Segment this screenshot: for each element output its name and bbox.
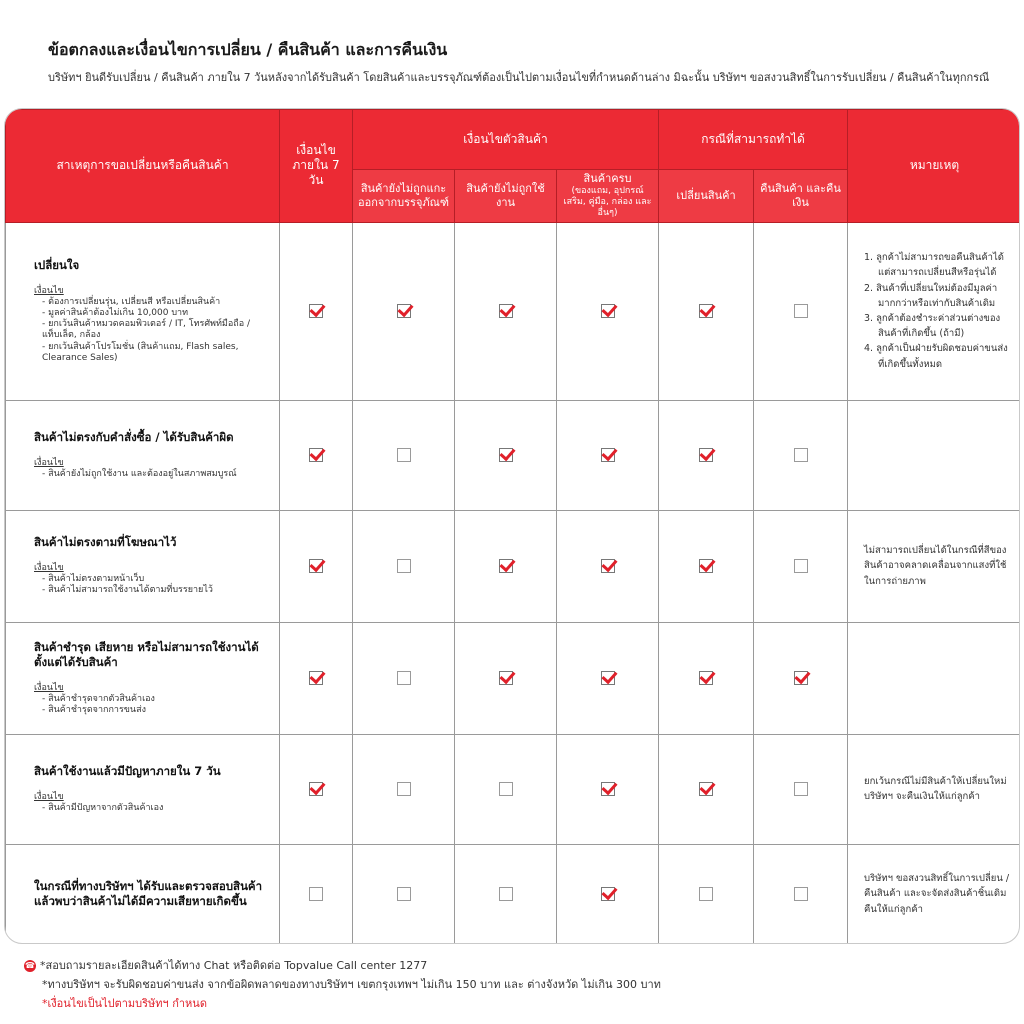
footer-contact-text: *สอบถามรายละเอียดสินค้าได้ทาง Chat หรือติดต่อ Topvalue Call center 1277: [40, 959, 428, 972]
check-cell-refund: [754, 510, 848, 622]
checkbox-checked-icon: [601, 448, 615, 462]
check-cell-unused: [455, 622, 557, 734]
check-cell-unused: [455, 400, 557, 510]
header-product-conditions: เงื่อนไขตัวสินค้า: [353, 110, 659, 170]
checkbox-checked-icon: [309, 782, 323, 796]
header-case-refund: คืนสินค้า และคืนเงิน: [754, 170, 848, 223]
checkbox-checked-icon: [309, 448, 323, 462]
header-cond-complete: [557, 170, 659, 223]
condition-label: เงื่อนไข: [34, 563, 64, 574]
reason-cell: [6, 400, 280, 510]
condition-item: - สินค้ามีปัญหาจากตัวสินค้าเอง: [42, 802, 164, 813]
note-cell: [848, 734, 1020, 844]
table-row: [6, 510, 1021, 622]
checkbox-empty-icon: [794, 448, 808, 462]
check-cell-within-7-days: [280, 734, 353, 844]
reason-cell: [6, 510, 280, 622]
check-cell-exchange: [659, 510, 754, 622]
page-subtitle: บริษัทฯ ยินดีรับเปลี่ยน / คืนสินค้า ภายใน 7 วันหลังจากได้รับสินค้า โดยสินค้าและบรรจุภัณฑ์ต้องเป็นไปตามเงื่อนไขที่กำหนดด้านล่าง มิฉะนั้น บริษัทฯ ขอสงวนสิทธิ์ในการรับเปลี่ยน / คืนสินค้าในทุกกรณี: [48, 71, 990, 84]
check-cell-within-7-days: [280, 622, 353, 734]
condition-label: เงื่อนไข: [34, 285, 64, 296]
checkbox-empty-icon: [794, 782, 808, 796]
note-cell: [848, 400, 1020, 510]
check-cell-unopened: [353, 400, 455, 510]
checkbox-empty-icon: [699, 887, 713, 901]
check-cell-complete: [557, 622, 659, 734]
check-cell-within-7-days: [280, 844, 353, 944]
policy-table-body: [6, 222, 1021, 944]
note-item: ยกเว้นกรณีไม่มีสินค้าให้เปลี่ยนใหม่ บริษัทฯ จะคืนเงินให้แก่ลูกค้า: [864, 775, 1007, 802]
check-cell-refund: [754, 844, 848, 944]
condition-item: - สินค้ายังไม่ถูกใช้งาน และต้องอยู่ในสภาพสมบูรณ์: [42, 468, 237, 479]
check-cell-complete: [557, 510, 659, 622]
checkbox-checked-icon: [601, 671, 615, 685]
policy-table-container: [4, 108, 1020, 944]
reason-cell: [6, 844, 280, 944]
checkbox-empty-icon: [499, 782, 513, 796]
checkbox-empty-icon: [309, 887, 323, 901]
reason-title: สินค้าชำรุด เสียหาย หรือไม่สามารถใช้งานได้ตั้งแต่ได้รับสินค้า: [34, 639, 259, 669]
condition-item: - ยกเว้นสินค้าโปรโมชั่น (สินค้าแถม, Flash sales, Clearance Sales): [42, 341, 239, 363]
header-notes: หมายเหตุ: [848, 110, 1020, 223]
table-row: [6, 222, 1021, 400]
table-row: [6, 844, 1021, 944]
checkbox-empty-icon: [794, 887, 808, 901]
condition-item: - สินค้าชำรุดจากตัวสินค้าเอง: [42, 693, 155, 704]
reason-cell: [6, 622, 280, 734]
header-reason: สาเหตุการขอเปลี่ยนหรือคืนสินค้า: [6, 110, 280, 223]
header-cond-unopened: สินค้ายังไม่ถูกแกะออกจากบรรจุภัณฑ์: [353, 170, 455, 223]
checkbox-checked-icon: [601, 782, 615, 796]
checkbox-checked-icon: [699, 448, 713, 462]
check-cell-unopened: [353, 622, 455, 734]
condition-item: - ต้องการเปลี่ยนรุ่น, เปลี่ยนสี หรือเปลี่ยนสินค้า: [42, 296, 221, 307]
condition-label: เงื่อนไข: [34, 682, 64, 693]
condition-item: - ยกเว้นสินค้าหมวดคอมพิวเตอร์ / IT, โทรศัพท์มือถือ / แท็บเล็ต, กล้อง: [42, 319, 250, 341]
checkbox-checked-icon: [699, 671, 713, 685]
reason-title: สินค้าไม่ตรงตามที่โฆษณาไว้: [34, 535, 177, 550]
note-item: บริษัทฯ ขอสงวนสิทธิ์ในการเปลี่ยน / คืนสินค้า และจะจัดส่งสินค้าชิ้นเดิมคืนให้แก่ลูกค้า: [864, 873, 1010, 915]
header-cond-unused: สินค้ายังไม่ถูกใช้งาน: [455, 170, 557, 223]
footer-shipping-note: *ทางบริษัทฯ จะรับผิดชอบค่าขนส่ง จากข้อผิดพลาดของทางบริษัทฯ เขตกรุงเทพฯ ไม่เกิน 150 บาท และ ต่างจังหวัด ไม่เกิน 300 บาท: [42, 978, 661, 991]
note-cell: [848, 844, 1020, 944]
note-item: 4. ลูกค้าเป็นฝ่ายรับผิดชอบค่าขนส่งที่เกิดขึ้นทั้งหมด: [864, 343, 1008, 370]
checkbox-checked-icon: [601, 887, 615, 901]
checkbox-checked-icon: [499, 671, 513, 685]
check-cell-unused: [455, 510, 557, 622]
check-cell-complete: [557, 734, 659, 844]
checkbox-empty-icon: [397, 559, 411, 573]
checkbox-checked-icon: [499, 448, 513, 462]
check-cell-exchange: [659, 844, 754, 944]
header-cond-complete-label: สินค้าครบ: [583, 172, 632, 185]
condition-label: เงื่อนไข: [34, 791, 64, 802]
footer-contact: [24, 956, 427, 974]
check-cell-unopened: [353, 510, 455, 622]
reason-title: เปลี่ยนใจ: [34, 257, 80, 272]
checkbox-checked-icon: [699, 559, 713, 573]
note-cell: [848, 222, 1020, 400]
reason-title: สินค้าใช้งานแล้วมีปัญหาภายใน 7 วัน: [34, 763, 221, 778]
checkbox-checked-icon: [794, 671, 808, 685]
check-cell-unused: [455, 844, 557, 944]
checkbox-empty-icon: [794, 304, 808, 318]
note-item: 1. ลูกค้าไม่สามารถขอคืนสินค้าได้ แต่สามารถเปลี่ยนสีหรือรุ่นได้: [864, 252, 1004, 279]
policy-table: [5, 109, 1020, 944]
checkbox-checked-icon: [601, 559, 615, 573]
checkbox-checked-icon: [397, 304, 411, 318]
check-cell-within-7-days: [280, 400, 353, 510]
check-cell-refund: [754, 222, 848, 400]
condition-item: - มูลค่าสินค้าต้องไม่เกิน 10,000 บาท: [42, 307, 189, 318]
check-cell-exchange: [659, 222, 754, 400]
check-cell-within-7-days: [280, 222, 353, 400]
check-cell-unopened: [353, 734, 455, 844]
checkbox-empty-icon: [397, 887, 411, 901]
checkbox-checked-icon: [601, 304, 615, 318]
check-cell-refund: [754, 400, 848, 510]
check-cell-exchange: [659, 400, 754, 510]
note-cell: [848, 622, 1020, 734]
checkbox-checked-icon: [309, 304, 323, 318]
check-cell-complete: [557, 222, 659, 400]
reason-title: ในกรณีที่ทางบริษัทฯ ได้รับและตรวจสอบสินค้าแล้วพบว่าสินค้าไม่ได้มีความเสียหายเกิดขึ้น: [34, 879, 263, 908]
check-cell-exchange: [659, 734, 754, 844]
header-case-exchange: เปลี่ยนสินค้า: [659, 170, 754, 223]
table-row: [6, 622, 1021, 734]
checkbox-checked-icon: [309, 671, 323, 685]
check-cell-exchange: [659, 622, 754, 734]
reason-cell: [6, 222, 280, 400]
check-cell-complete: [557, 400, 659, 510]
note-item: 2. สินค้าที่เปลี่ยนใหม่ต้องมีมูลค่ามากกว่าหรือเท่ากับสินค้าเดิม: [864, 282, 998, 309]
condition-item: - สินค้าไม่สามารถใช้งานได้ตามที่บรรยายไว้: [42, 585, 213, 596]
checkbox-empty-icon: [397, 448, 411, 462]
reason-title: สินค้าไม่ตรงกับคำสั่งซื้อ / ได้รับสินค้าผิด: [34, 429, 234, 444]
condition-item: - สินค้าชำรุดจากการขนส่ง: [42, 704, 146, 715]
check-cell-unopened: [353, 222, 455, 400]
check-cell-refund: [754, 622, 848, 734]
table-row: [6, 734, 1021, 844]
note-cell: [848, 510, 1020, 622]
note-item: 3. ลูกค้าต้องชำระค่าส่วนต่างของสินค้าที่เกิดขึ้น (ถ้ามี): [864, 313, 1001, 340]
header-within-7-days: เงื่อนไข ภายใน 7 วัน: [280, 110, 353, 223]
check-cell-within-7-days: [280, 510, 353, 622]
table-row: [6, 400, 1021, 510]
condition-item: - สินค้าไม่ตรงตามหน้าเว็บ: [42, 574, 145, 585]
check-cell-unused: [455, 222, 557, 400]
condition-label: เงื่อนไข: [34, 457, 64, 468]
checkbox-empty-icon: [499, 887, 513, 901]
check-cell-refund: [754, 734, 848, 844]
footer-terms-note: *เงื่อนไขเป็นไปตามบริษัทฯ กำหนด: [42, 997, 207, 1010]
check-cell-complete: [557, 844, 659, 944]
checkbox-empty-icon: [397, 671, 411, 685]
checkbox-checked-icon: [699, 304, 713, 318]
header-possible-cases: กรณีที่สามารถทำได้: [659, 110, 848, 170]
header-cond-complete-note: (ของแถม, อุปกรณ์เสริม, คู่มือ, กล่อง และอื่นๆ): [563, 185, 652, 219]
checkbox-checked-icon: [499, 304, 513, 318]
checkbox-empty-icon: [794, 559, 808, 573]
note-item: ไม่สามารถเปลี่ยนได้ในกรณีที่สีของสินค้าอาจคลาดเคลื่อนจากแสงที่ใช้ในการถ่ายภาพ: [864, 545, 1007, 587]
checkbox-checked-icon: [699, 782, 713, 796]
checkbox-empty-icon: [397, 782, 411, 796]
reason-cell: [6, 734, 280, 844]
checkbox-checked-icon: [499, 559, 513, 573]
page-title: ข้อตกลงและเงื่อนไขการเปลี่ยน / คืนสินค้า และการคืนเงิน: [48, 40, 448, 59]
check-cell-unopened: [353, 844, 455, 944]
check-cell-unused: [455, 734, 557, 844]
checkbox-checked-icon: [309, 559, 323, 573]
phone-icon: ☎: [25, 961, 35, 970]
